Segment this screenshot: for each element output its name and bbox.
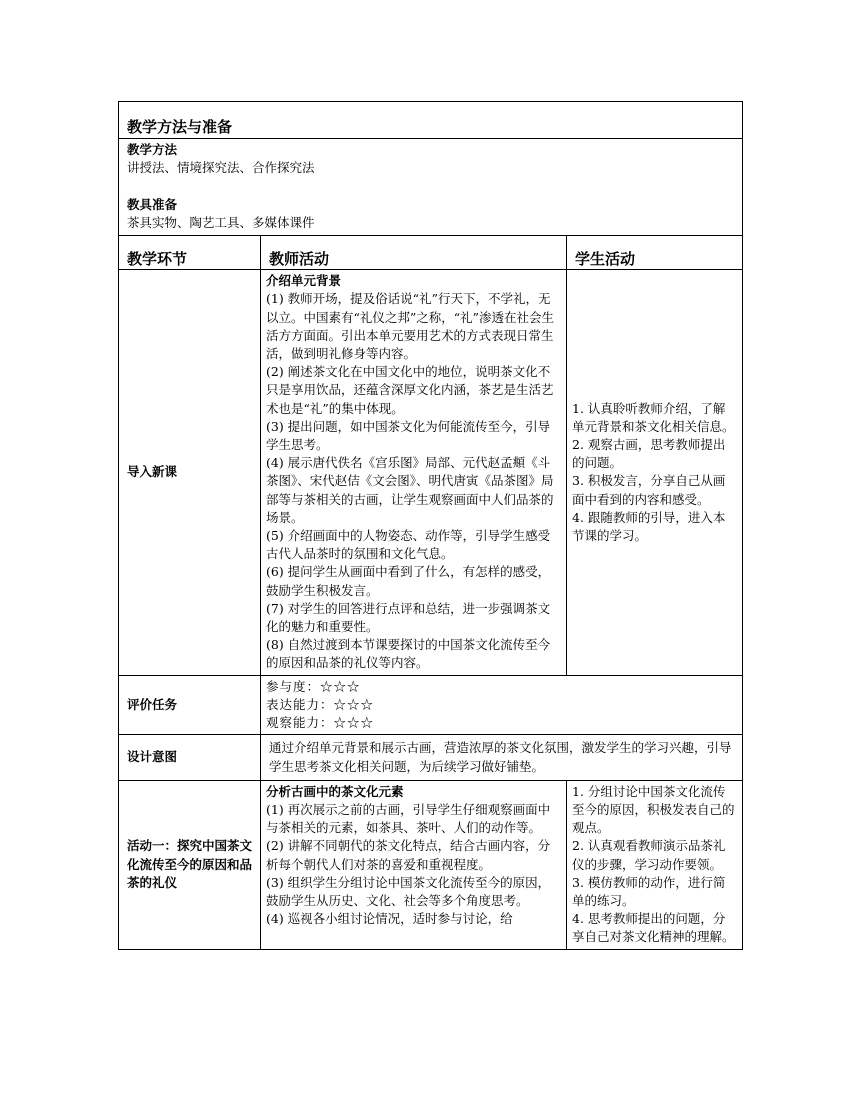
activity1-teacher-item: (3) 组织学生分组讨论中国茶文化流传至今的原因，鼓励学生从历史、文化、社会等多个角度思考。 [266, 874, 551, 908]
intro-teacher-cell [261, 270, 567, 675]
intro-label: 导入新课 [119, 270, 261, 675]
header-student: 学生活动 [567, 236, 743, 270]
intro-teacher-item: (6) 提问学生从画面中看到了什么，有怎样的感受，鼓励学生积极发言。 [266, 564, 551, 598]
intro-teacher-item: (8) 自然过渡到本节课要探讨的中国茶文化流传至今的原因和品茶的礼仪等内容。 [266, 637, 551, 671]
intro-teacher-heading: 介绍单元背景 [266, 273, 342, 289]
intro-teacher-item: (4) 展示唐代佚名《宫乐图》局部、元代赵孟頫《斗茶图》、宋代赵佶《文会图》、明代唐寅《品茶图》局部等与茶相关的古画，让学生观察画面中人们品茶的场景。 [266, 455, 554, 525]
activity1-student-item: 1. 分组讨论中国茶文化流传至今的原因，积极发表自己的观点。 [572, 783, 735, 836]
activity1-student-item: 3. 模仿教师的动作，进行简单的练习。 [572, 874, 726, 908]
lesson-plan-sheet [118, 101, 742, 950]
header-stage: 教学环节 [119, 236, 261, 270]
intro-teacher-item: (2) 阐述茶文化在中国文化中的地位，说明茶文化不只是享用饮品，还蕴含深厚文化内涵，茶艺是生活艺术也是“礼”的集中体现。 [266, 364, 554, 416]
intro-teacher-item: (3) 提出问题，如中国茶文化为何能流传至今，引导学生思考。 [266, 418, 551, 453]
evaluation-row [119, 675, 743, 735]
intro-student-item: 4. 跟随教师的引导，进入本节课的学习。 [572, 509, 726, 544]
activity1-student-cell [567, 780, 743, 949]
method-text: 讲授法、情境探究法、合作探究法 [127, 160, 315, 176]
activity1-row [119, 780, 743, 949]
evaluation-item: 参与度：☆☆☆ [266, 678, 361, 694]
lesson-plan-table [118, 101, 743, 950]
tools-text: 茶具实物、陶艺工具、多媒体课件 [127, 214, 315, 230]
intro-row [119, 270, 743, 675]
evaluation-label: 评价任务 [119, 675, 261, 735]
activity1-teacher-item: (1) 再次展示之前的古画，引导学生仔细观察画面中与茶相关的元素，如茶具、茶叶、人们的动作等。 [266, 801, 551, 836]
evaluation-item: 表达能力：☆☆☆ [266, 696, 375, 712]
activity1-teacher-heading: 分析古画中的茶文化元素 [266, 783, 404, 799]
intro-student-item: 2. 观察古画，思考教师提出的问题。 [572, 437, 726, 471]
activity1-student-item: 2. 认真观看教师演示品茶礼仪的步骤，学习动作要领。 [572, 838, 726, 872]
header-teacher: 教师活动 [261, 236, 567, 270]
intro-teacher-item: (5) 介绍画面中的人物姿态、动作等，引导学生感受古代人品茶时的氛围和文化气息。 [266, 528, 551, 562]
activity1-teacher-item: (2) 讲解不同朝代的茶文化特点，结合古画内容，分析每个朝代人们对茶的喜爱和重视程度。 [266, 838, 551, 872]
activity1-student-item: 4. 思考教师提出的问题，分享自己对茶文化精神的理解。 [572, 911, 735, 945]
design-label: 设计意图 [119, 735, 261, 780]
evaluation-item: 观察能力：☆☆☆ [266, 715, 375, 731]
design-row [119, 735, 743, 780]
section-title: 教学方法与准备 [119, 102, 743, 139]
intro-teacher-item: (1) 教师开场，提及俗话说“礼”行天下，不学礼，无以立。中国素有“礼仪之邦”之称，“礼”渗透在社会生活方方面面。引出本单元要用艺术的方式表现日常生活，做到明礼修身等内容。 [266, 291, 555, 362]
activity1-teacher-cell [261, 780, 567, 949]
design-text: 通过介绍单元背景和展示古画，营造浓厚的茶文化氛围，激发学生的学习兴趣，引导学生思考茶文化相关问题，为后续学习做好铺垫。 [261, 735, 743, 780]
intro-student-item: 3. 积极发言，分享自己从画面中看到的内容和感受。 [572, 473, 726, 507]
table-header-row [119, 236, 743, 270]
activity1-label: 活动一：探究中国茶文化流传至今的原因和品茶的礼仪 [119, 780, 261, 949]
methods-block [119, 139, 743, 236]
intro-student-cell [567, 270, 743, 675]
intro-teacher-item: (7) 对学生的回答进行点评和总结，进一步强调茶文化的魅力和重要性。 [266, 600, 551, 635]
evaluation-cell [261, 675, 743, 735]
intro-student-item: 1. 认真聆听教师介绍，了解单元背景和茶文化相关信息。 [572, 400, 735, 434]
method-heading: 教学方法 [127, 142, 178, 158]
activity1-teacher-item: (4) 巡视各小组讨论情况，适时参与讨论，给 [266, 911, 513, 927]
tools-heading: 教具准备 [127, 196, 178, 212]
